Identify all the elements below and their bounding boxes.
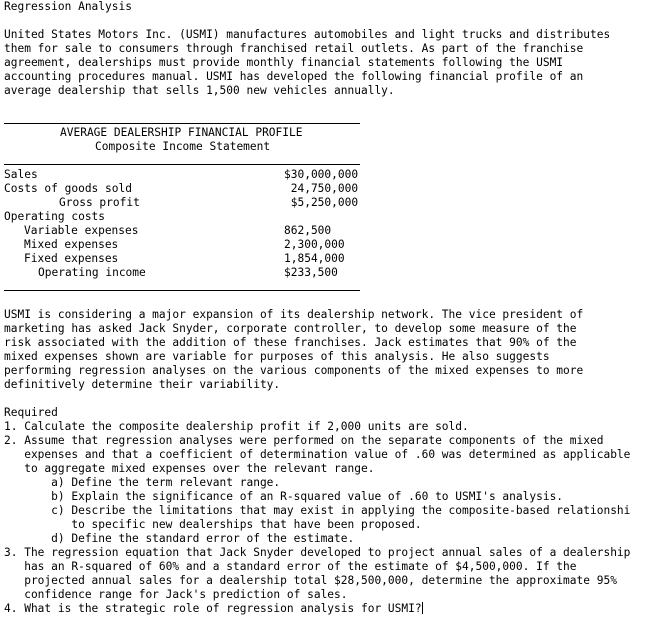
required-heading: Required [4,406,58,419]
statement-heading-1: AVERAGE DEALERSHIP FINANCIAL PROFILE [60,126,303,139]
required-line: d) Define the standard error of the estimate. [4,532,355,545]
statement-bottom-rule [4,290,360,291]
required-line: expenses and that a coefficient of determination value of .60 was determined as applicable [4,448,631,461]
intro-line: them for sale to consumers through franchised retail outlets. As part of the franchise [4,42,584,55]
income-statement [4,168,364,280]
statement-row-fixed: Fixed expenses 1,854,000 [24,252,345,265]
required-line: to aggregate mixed expenses over the relevant range. [4,462,375,475]
text-cursor [422,602,423,614]
statement-row-mixed: Mixed expenses 2,300,000 [24,238,345,251]
intro-line: agreement, dealerships must provide monthly financial statements following the USMI [4,56,564,69]
scenario-line: performing regression analyses on the various components of the mixed expenses to more [4,364,584,377]
scenario-line: definitively determine their variability. [4,378,281,391]
statement-row-gross-profit: Gross profit $5,250,000 [59,196,359,209]
required-line: c) Describe the limitations that may exist in applying the composite-based relationshi [4,504,631,517]
scenario-line: marketing has asked Jack Snyder, corporate controller, to develop some measure of the [4,322,577,335]
statement-row-variable: Variable expenses 862,500 [24,224,332,237]
required-line: 1. Calculate the composite dealership profit if 2,000 units are sold. [4,420,469,433]
intro-line: average dealership that sells 1,500 new vehicles annually. [4,84,395,97]
required-line: b) Explain the significance of an R-squared value of .60 to USMI's analysis. [4,490,564,503]
required-line: projected annual sales for a dealership total $28,500,000, determine the approximate 95% [4,574,617,587]
required-line: has an R-squared of 60% and a standard error of the estimate of $4,500,000. If the [4,560,577,573]
statement-heading-2: Composite Income Statement [95,140,271,153]
required-last-line[interactable] [4,602,630,616]
statement-row-operating-costs: Operating costs [4,210,106,223]
required-section [4,406,630,616]
intro-paragraph [4,28,610,98]
intro-line: accounting procedures manual. USMI has developed the following financial profile of an [4,70,584,83]
statement-heading [60,126,302,154]
required-line: to specific new dealerships that have been proposed. [4,518,422,531]
statement-mid-rule [4,164,360,165]
intro-line: United States Motors Inc. (USMI) manufactures automobiles and light trucks and distributes [4,28,611,41]
statement-row-operating-income: Operating income $233,500 [38,266,338,279]
required-line: a) Define the term relevant range. [4,476,281,489]
required-line: confidence range for Jack's prediction of sales. [4,588,348,601]
statement-row-sales: Sales $30,000,000 [4,168,359,181]
required-line: 4. What is the strategic role of regression analysis for USMI? [4,602,422,615]
statement-top-rule [4,123,360,124]
scenario-paragraph [4,308,583,392]
statement-row-cogs: Costs of goods sold 24,750,000 [4,182,359,195]
document-title: Regression Analysis [4,0,132,13]
required-line: 3. The regression equation that Jack Snyder developed to project annual sales of a dealership [4,546,631,559]
scenario-line: USMI is considering a major expansion of its dealership network. The vice president of [4,308,584,321]
scenario-line: mixed expenses shown are variable for purposes of this analysis. He also suggests [4,350,550,363]
required-line: 2. Assume that regression analyses were performed on the separate components of the mixed [4,434,604,447]
scenario-line: risk associated with the addition of these franchises. Jack estimates that 90% of the [4,336,577,349]
